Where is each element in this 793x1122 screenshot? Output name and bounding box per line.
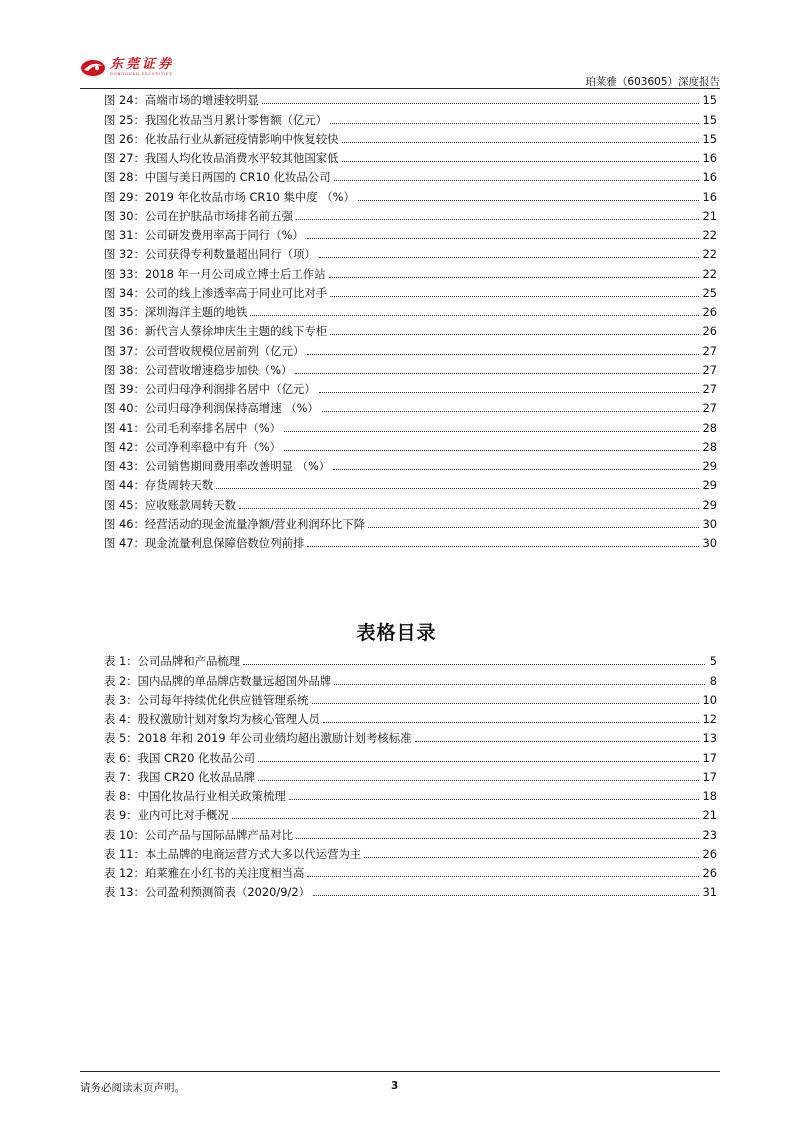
figure-index-entry[interactable] [104,456,717,475]
toc-entry-label: 图 27：我国人均化妆品消费水平较其他国家低 [104,151,339,165]
toc-entry-page: 22 [702,247,717,262]
figure-index-entry[interactable] [104,263,717,282]
dot-leader [368,527,698,528]
toc-entry-label: 图 42：公司净利率稳中有升（%） [104,439,282,454]
toc-entry-page: 15 [702,93,717,108]
toc-entry-label: 图 24：高端市场的增速较明显 [104,93,259,108]
toc-entry-label: 图 46：经营活动的现金流量净额/营业利润环比下降 [104,516,366,531]
toc-entry-page: 26 [702,324,717,339]
toc-entry-label: 表 10：公司产品与国际品牌产品对比 [104,827,293,842]
dot-leader [313,895,699,896]
dot-leader [284,431,698,432]
figure-index-entry[interactable] [104,244,717,263]
figure-index-entry[interactable] [104,167,717,186]
toc-entry-label: 图 39：公司归母净利润排名居中（亿元） [104,382,316,396]
toc-entry-label: 图 29：2019 年化妆品市场 CR10 集中度 （%） [104,189,355,204]
toc-entry-page: 23 [702,827,717,842]
dot-leader [334,180,699,181]
toc-entry-page: 17 [702,769,717,784]
dot-leader [364,857,698,858]
dot-leader [307,546,698,547]
figure-index-list [104,90,717,552]
dot-leader [289,799,699,800]
toc-entry-label: 图 38：公司营收增速稳步加快（%） [104,362,293,377]
dot-leader [232,818,699,819]
toc-entry-label: 表 7：我国 CR20 化妆品品牌 [104,769,255,784]
dot-leader [330,123,698,124]
dot-leader [342,142,699,143]
figure-index-entry[interactable] [104,340,717,359]
figure-index-entry[interactable] [104,417,717,436]
toc-entry-page: 16 [702,189,717,204]
figure-index-entry[interactable] [104,514,717,533]
toc-entry-page: 27 [702,401,717,416]
toc-entry-page: 30 [702,536,717,550]
dot-leader [307,876,698,877]
dot-leader [239,508,698,509]
dot-leader [296,838,699,839]
figure-index-entry[interactable] [104,225,717,244]
toc-entry-label: 表 11：本土品牌的电商运营方式大多以代运营为主 [104,846,362,861]
dot-leader [262,103,699,104]
toc-entry-page: 31 [702,885,717,900]
toc-entry-page: 22 [702,228,717,242]
dot-leader [319,392,699,393]
figure-index-entry[interactable] [104,283,717,302]
toc-entry-page: 15 [702,112,717,127]
toc-entry-page: 26 [702,866,717,880]
toc-entry-label: 表 2：国内品牌的单品牌店数量远超国外品牌 [104,673,332,688]
dot-leader [284,450,698,451]
dot-leader [322,411,699,412]
dot-leader [330,296,698,297]
table-index-entry[interactable] [104,882,717,901]
toc-entry-label: 图 31：公司研发费用率高于同行（%） [104,228,304,242]
toc-entry-label: 图 33：2018 年一月公司成立博士后工作站 [104,266,326,281]
toc-entry-page: 30 [702,516,717,531]
logo-english-name: DONGGUAN SECURITIES [110,72,173,76]
toc-entry-page: 28 [702,420,717,435]
dot-leader [342,161,699,162]
report-title: 珀莱雅（603605）深度报告 [585,76,720,88]
toc-entry-label: 表 9：业内可比对手概况 [104,808,229,823]
toc-entry-label: 图 47：现金流量利息保障倍数位列前排 [104,536,305,550]
toc-entry-label: 表 4：股权激励计划对象均为核心管理人员 [104,712,320,726]
toc-entry-label: 表 1：公司品牌和产品梳理 [104,654,241,669]
toc-entry-page: 28 [702,439,717,454]
toc-entry-page: 29 [702,497,717,512]
dot-leader [295,373,698,374]
toc-entry-page: 12 [702,712,717,726]
figure-index-entry[interactable] [104,533,717,552]
toc-entry-label: 图 45：应收账款周转天数 [104,497,237,512]
toc-entry-label: 图 36：新代言人蔡徐坤庆生主题的线下专柜 [104,324,328,339]
toc-entry-page: 16 [702,170,717,185]
toc-entry-label: 图 32：公司获得专利数量超出同行（项） [104,247,316,262]
toc-entry-page: 10 [702,692,717,707]
header-rule [80,88,720,89]
figure-index-entry[interactable] [104,186,717,205]
dot-leader [307,238,699,239]
toc-entry-label: 图 44：存货周转天数 [104,478,214,493]
table-index-entry[interactable] [104,786,717,805]
toc-entry-label: 表 8：中国化妆品行业相关政策梳理 [104,789,286,803]
dot-leader [415,741,699,742]
figure-index-entry[interactable] [104,360,717,379]
dot-leader [329,277,699,278]
table-index-list [104,651,717,901]
figure-index-entry[interactable] [104,90,717,109]
dot-leader [243,664,705,665]
toc-entry-label: 图 40：公司归母净利润保持高增速 （%） [104,401,319,416]
logo-emblem-icon [80,58,106,78]
dot-leader [258,761,699,762]
toc-entry-page: 16 [702,151,717,165]
figure-index-entry[interactable] [104,321,717,340]
toc-entry-label: 表 12：珀莱雅在小红书的关注度相当高 [104,866,305,880]
footer-rule [80,1071,720,1072]
logo-chinese-name: 东莞证券 [110,57,175,72]
dot-leader [323,722,699,723]
table-index-entry[interactable] [104,767,717,786]
dot-leader [319,257,699,258]
footer-disclaimer: 请务必阅读末页声明。 [80,1082,185,1094]
table-index-entry[interactable] [104,709,717,728]
dot-leader [216,488,698,489]
dot-leader [258,780,699,781]
toc-entry-page: 27 [702,343,717,358]
toc-entry-page: 5 [709,654,717,669]
toc-entry-page: 29 [702,459,717,473]
dot-leader [334,684,705,685]
toc-entry-page: 26 [702,846,717,861]
dot-leader [296,219,699,220]
toc-entry-label: 图 30：公司在护肤品市场排名前五强 [104,208,293,223]
tables-index-title: 表格目录 [356,622,437,644]
table-index-entry[interactable] [104,844,717,863]
figure-index-entry[interactable] [104,398,717,417]
toc-entry-label: 图 26：化妆品行业从新冠疫情影响中恢复较快 [104,131,339,146]
toc-entry-page: 8 [709,673,717,688]
toc-entry-label: 表 13：公司盈利预测简表（2020/9/2） [104,885,310,900]
toc-entry-page: 15 [702,131,717,146]
toc-entry-label: 图 41：公司毛利率排名居中（%） [104,420,282,435]
figure-index-entry[interactable] [104,148,717,167]
dot-leader [330,334,698,335]
toc-entry-label: 表 6：我国 CR20 化妆品公司 [104,750,255,765]
dot-leader [333,469,698,470]
table-index-entry[interactable] [104,651,717,670]
toc-entry-page: 27 [702,382,717,396]
toc-entry-page: 29 [702,478,717,493]
toc-entry-label: 图 37：公司营收规模位居前列（亿元） [104,343,305,358]
toc-entry-label: 图 43：公司销售期间费用率改善明显 （%） [104,459,331,473]
toc-entry-label: 图 25：我国化妆品当月累计零售额（亿元） [104,112,328,127]
table-index-entry[interactable] [104,670,717,689]
toc-entry-page: 27 [702,362,717,377]
figure-index-entry[interactable] [104,302,717,321]
toc-entry-page: 22 [702,266,717,281]
toc-entry-label: 表 3：公司每年持续优化供应链管理系统 [104,692,309,707]
figure-index-entry[interactable] [104,206,717,225]
figure-index-entry[interactable] [104,129,717,148]
toc-entry-page: 21 [702,208,717,223]
company-logo [80,58,174,78]
table-index-entry[interactable] [104,863,717,882]
table-index-entry[interactable] [104,805,717,824]
toc-entry-label: 图 35：深圳海洋主题的地铁 [104,305,248,319]
figure-index-entry[interactable] [104,437,717,456]
table-index-entry[interactable] [104,747,717,766]
table-index-entry[interactable] [104,824,717,843]
figure-index-entry[interactable] [104,494,717,513]
dot-leader [250,315,698,316]
figure-index-entry[interactable] [104,379,717,398]
page-number: 3 [391,1080,399,1092]
page-header [80,58,720,88]
toc-entry-page: 13 [702,731,717,746]
toc-entry-page: 17 [702,750,717,765]
toc-entry-label: 图 34：公司的线上渗透率高于同业可比对手 [104,285,328,300]
toc-entry-page: 21 [702,808,717,823]
dot-leader [312,703,699,704]
dot-leader [307,354,698,355]
toc-entry-label: 表 5：2018 年和 2019 年公司业绩均超出激励计划考核标准 [104,731,412,746]
toc-entry-page: 25 [702,285,717,300]
table-index-entry[interactable] [104,728,717,747]
toc-entry-page: 18 [702,789,717,803]
figure-index-entry[interactable] [104,475,717,494]
table-index-entry[interactable] [104,690,717,709]
toc-entry-page: 26 [702,305,717,319]
figure-index-entry[interactable] [104,109,717,128]
dot-leader [358,200,699,201]
toc-entry-label: 图 28：中国与美日两国的 CR10 化妆品公司 [104,170,331,185]
